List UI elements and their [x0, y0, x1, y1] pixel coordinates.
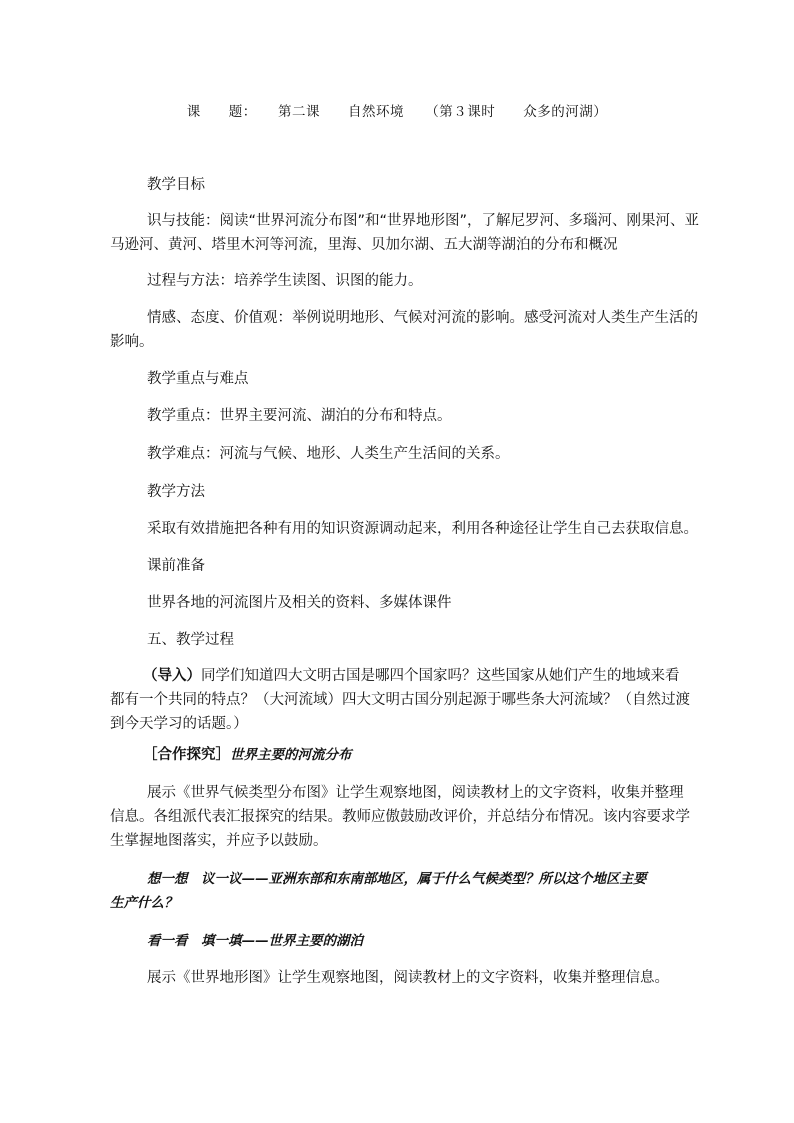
- page-title: 课 题： 第二课 自然环境 （第３课时 众多的河湖）: [186, 104, 608, 120]
- prep-heading: 课前准备: [147, 558, 205, 574]
- intro-label: （导入）: [143, 668, 201, 684]
- emotion-line-2: 影响。: [110, 334, 154, 350]
- methods-text: 采取有效措施把各种有用的知识资源调动起来，利用各种途径让学生自己去获取信息。: [147, 521, 698, 537]
- coop-label: ［合作探究］: [143, 747, 230, 763]
- climate-line-1: 展示《世界气候类型分布图》让学生观察地图，阅读教材上的文字资料，收集并整理: [147, 785, 684, 801]
- intro-line-3: 到今天学习的话题。）: [110, 716, 248, 732]
- key-point: 教学重点：世界主要河流、湖泊的分布和特点。: [147, 408, 452, 424]
- process-method: 过程与方法：培养学生读图、识图的能力。: [147, 273, 423, 289]
- intro-line-2: 都有一个共同的特点？（大河流域）四大文明古国分别起源于哪些条大河流域？（自然过渡: [110, 692, 690, 708]
- key-difficult-heading: 教学重点与难点: [147, 371, 249, 387]
- emotion-line-1: 情感、态度、价值观：举例说明地形、气候对河流的影响。感受河流对人类生产生活的: [147, 310, 698, 326]
- process-heading: 五、教学过程: [147, 632, 234, 648]
- look-fill-heading: 看一看 填一填——世界主要的湖泊: [147, 933, 363, 949]
- intro-line-1: [143, 665, 680, 687]
- difficult-point: 教学难点：河流与气候、地形、人类生产生活间的关系。: [147, 446, 510, 462]
- objectives-heading: 教学目标: [147, 177, 205, 193]
- climate-line-2: 信息。各组派代表汇报探究的结果。教师应傲鼓励改评价，并总结分布情况。该内容要求学: [110, 809, 690, 825]
- coop-heading: [143, 744, 352, 766]
- think-line-1: 想一想 议一议——亚洲东部和东南部地区，属于什么气候类型？所以这个地区主要: [147, 871, 647, 887]
- terrain-line: 展示《世界地形图》让学生观察地图，阅读教材上的文字资料，收集并整理信息。: [147, 970, 669, 986]
- methods-heading: 教学方法: [147, 484, 205, 500]
- prep-text: 世界各地的河流图片及相关的资料、多媒体课件: [147, 595, 452, 611]
- think-line-2: 生产什么？: [110, 895, 178, 911]
- coop-title: 世界主要的河流分布: [230, 747, 352, 763]
- skills-line-1: 识与技能：阅读“世界河流分布图”和“世界地形图”，了解尼罗河、多瑙河、刚果河、亚: [147, 213, 700, 229]
- intro-text: 同学们知道四大文明古国是哪四个国家吗？这些国家从她们产生的地域来看: [201, 668, 680, 684]
- skills-line-2: 马逊河、黄河、塔里木河等河流，里海、贝加尔湖、五大湖等湖泊的分布和概况: [110, 237, 618, 253]
- climate-line-3: 生掌握地图落实，并应予以鼓励。: [110, 833, 328, 849]
